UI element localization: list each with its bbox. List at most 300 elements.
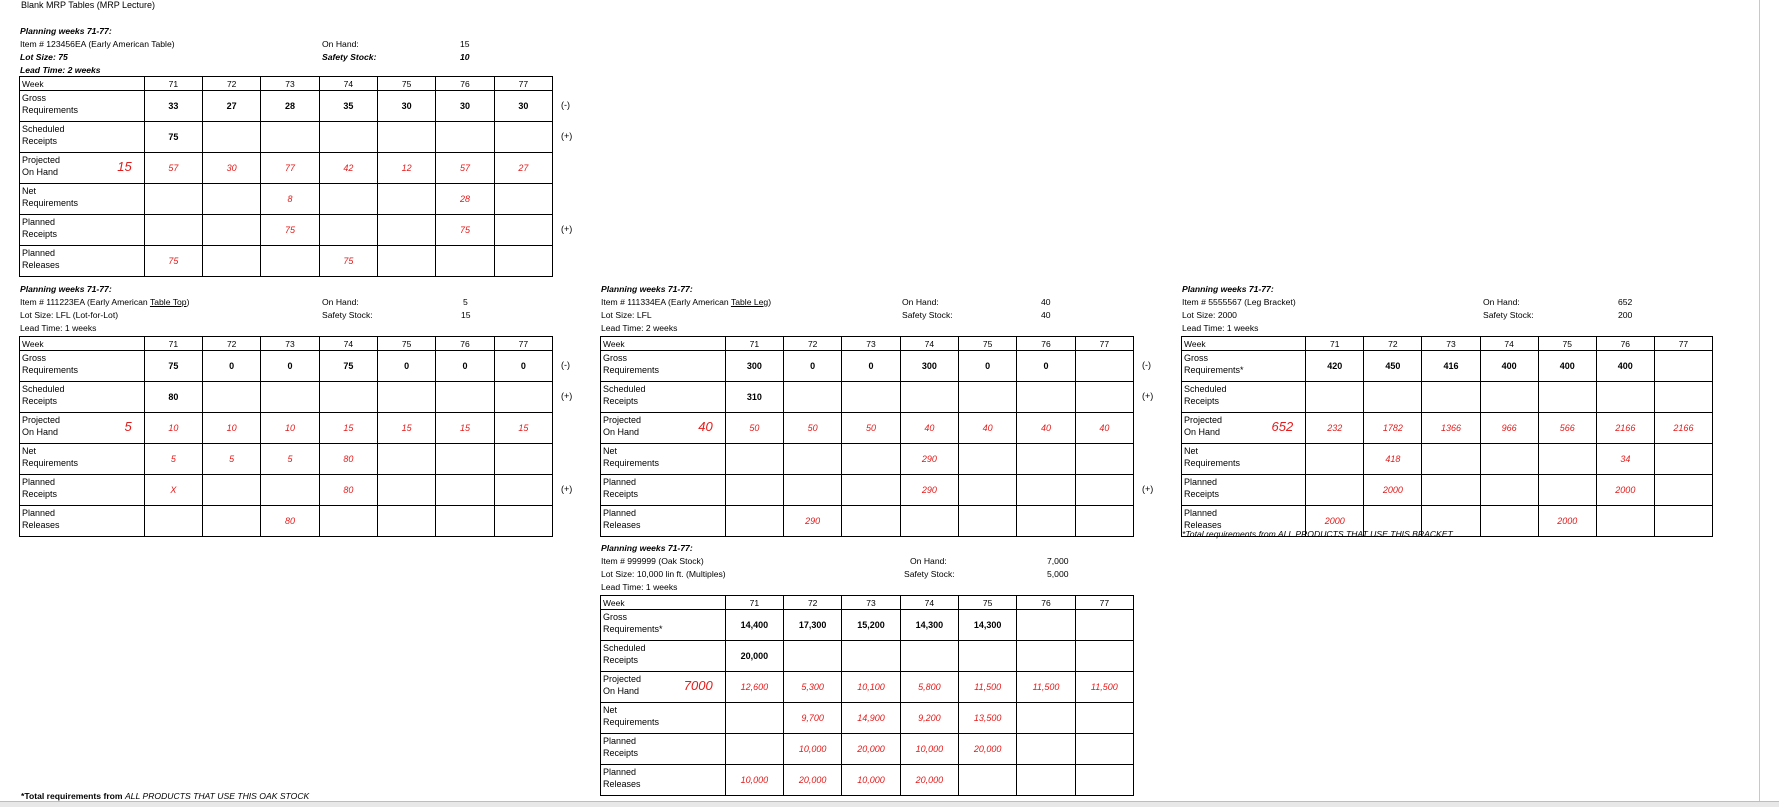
planned-receipts-week-71 (725, 734, 783, 765)
item-number: Item # 5555567 (Leg Bracket) (1182, 297, 1296, 307)
gross-week-77: 30 (494, 91, 552, 122)
planned-releases-row (601, 506, 1134, 537)
week-74: 74 (900, 596, 958, 610)
item-number: Item # 123456EA (Early American Table) (20, 39, 175, 49)
on-hand-value: 652 (1618, 297, 1633, 307)
net-row (601, 444, 1134, 475)
gross-week-75: 30 (378, 91, 436, 122)
net-week-72: 9,700 (784, 703, 842, 734)
gross-week-71: 14,400 (725, 610, 783, 641)
lot-size: Lot Size: LFL (Lot-for-Lot) (20, 310, 119, 320)
planned-receipts-week-72 (203, 475, 261, 506)
planned-receipts-label (601, 734, 726, 765)
gross-week-73: 0 (261, 351, 319, 382)
planned-receipts-week-75 (959, 475, 1017, 506)
scheduled-week-72 (784, 641, 842, 672)
planned-releases-week-73: 10,000 (842, 765, 900, 796)
row-label-line: Planned (1184, 508, 1218, 518)
week-75: 75 (378, 337, 436, 351)
planned-releases-week-77 (494, 246, 552, 277)
planned-receipts-label (1182, 475, 1306, 506)
week-76: 76 (436, 337, 494, 351)
scheduled-week-72 (203, 382, 261, 413)
gross-week-73: 28 (261, 91, 319, 122)
planned-receipts-week-73 (261, 475, 319, 506)
net-week-77 (1075, 444, 1133, 475)
week-72: 72 (784, 337, 842, 351)
mrp-block-early-american-table (20, 24, 573, 277)
planned-receipts-week-73: 75 (261, 215, 319, 246)
planned-receipts-week-74: 80 (319, 475, 377, 506)
gross-week-77 (1075, 351, 1133, 382)
planned-releases-week-71 (725, 506, 783, 537)
week-74: 74 (1480, 337, 1538, 351)
week-77: 77 (1654, 337, 1712, 351)
projected-week-73: 1366 (1422, 413, 1480, 444)
row-label-line: Planned (603, 508, 637, 518)
net-label (1182, 444, 1306, 475)
week-77: 77 (494, 337, 552, 351)
projected-week-71: 50 (725, 413, 783, 444)
net-week-75 (959, 444, 1017, 475)
net-row (1182, 444, 1713, 475)
safety-stock-label: Safety Stock: (902, 310, 953, 320)
lot-size: Lot Size: 10,000 lin ft. (Multiples) (601, 569, 726, 579)
planned-receipts-week-76 (1017, 734, 1075, 765)
scheduled-week-77 (1654, 382, 1712, 413)
gross-week-71: 33 (144, 91, 202, 122)
gross-week-76: 30 (436, 91, 494, 122)
on-hand-value: 15 (460, 39, 470, 49)
item-number: Item # 111334EA (Early American Table Leg) (601, 297, 772, 307)
row-label-line: Projected (603, 674, 642, 684)
scheduled-week-71: 310 (725, 382, 783, 413)
row-label-line: Receipts (22, 136, 58, 146)
net-week-74 (319, 184, 377, 215)
planned-releases-row (601, 765, 1134, 796)
net-week-74: 290 (900, 444, 958, 475)
row-label-line: Gross (603, 353, 628, 363)
row-label-line: Projected (1184, 415, 1223, 425)
net-week-71 (725, 444, 783, 475)
projected-week-73: 10,100 (842, 672, 900, 703)
scheduled-week-75 (1538, 382, 1596, 413)
planned-receipts-week-71 (725, 475, 783, 506)
net-week-76 (1017, 444, 1075, 475)
projected-week-74: 966 (1480, 413, 1538, 444)
planned-receipts-week-75: 20,000 (959, 734, 1017, 765)
scheduled-week-72 (203, 122, 261, 153)
projected-row (601, 672, 1134, 703)
row-label-line: Releases (1184, 520, 1222, 530)
projected-week-72: 50 (784, 413, 842, 444)
planned-receipts-week-75 (1538, 475, 1596, 506)
gross-label (20, 351, 145, 382)
week-71: 71 (1306, 337, 1364, 351)
row-label-line: Requirements* (1184, 365, 1244, 375)
planned-releases-label (601, 506, 726, 537)
planned-receipts-week-76 (436, 475, 494, 506)
net-week-71 (1306, 444, 1364, 475)
safety-stock-value: 200 (1618, 310, 1633, 320)
projected-week-75: 15 (378, 413, 436, 444)
gross-week-77 (1075, 610, 1133, 641)
on-hand-label: On Hand: (902, 297, 939, 307)
projected-week-74: 42 (319, 153, 377, 184)
week-73: 73 (1422, 337, 1480, 351)
row-label-line: Planned (22, 477, 56, 487)
horizontal-scrollbar[interactable] (0, 801, 1779, 807)
projected-label (601, 672, 726, 703)
row-label-line: Receipts (22, 396, 58, 406)
net-week-75 (378, 444, 436, 475)
planned-receipts-week-71 (144, 215, 202, 246)
scheduled-week-76 (1017, 641, 1075, 672)
planned-receipts-row (1182, 475, 1713, 506)
projected-week-76: 11,500 (1017, 672, 1075, 703)
projected-week-77: 15 (494, 413, 552, 444)
row-label-line: Requirements* (603, 624, 663, 634)
row-label-line: Requirements (603, 365, 660, 375)
net-week-75: 13,500 (959, 703, 1017, 734)
gross-week-72: 27 (203, 91, 261, 122)
gross-week-74: 35 (319, 91, 377, 122)
row-label-line: Net (1184, 446, 1199, 456)
lead-time: Lead Time: 1 weeks (20, 323, 97, 333)
gross-label (1182, 351, 1306, 382)
week-74: 74 (900, 337, 958, 351)
planned-releases-week-75 (959, 765, 1017, 796)
on-hand-value: 5 (463, 297, 468, 307)
minus-marker: (-) (561, 360, 570, 370)
projected-week-71: 57 (144, 153, 202, 184)
row-label-line: Projected (22, 415, 61, 425)
net-week-71: 5 (144, 444, 202, 475)
gross-week-71: 300 (725, 351, 783, 382)
row-label-line: Receipts (603, 748, 639, 758)
row-label-line: Requirements (22, 365, 79, 375)
safety-stock-value: 10 (460, 52, 470, 62)
planned-releases-week-76 (1017, 506, 1075, 537)
planned-receipts-week-74: 290 (900, 475, 958, 506)
projected-row (20, 413, 553, 444)
gross-week-73: 416 (1422, 351, 1480, 382)
row-label-line: Receipts (22, 489, 58, 499)
scheduled-week-77 (494, 122, 552, 153)
on-hand-value: 40 (1041, 297, 1051, 307)
week-71: 71 (725, 596, 783, 610)
row-label-line: Net (22, 186, 37, 196)
scheduled-week-76 (436, 122, 494, 153)
initial-on-hand: 7000 (683, 678, 713, 693)
week-74: 74 (319, 337, 377, 351)
planned-receipts-week-76: 75 (436, 215, 494, 246)
scheduled-week-74 (1480, 382, 1538, 413)
lead-time: Lead Time: 2 weeks (601, 323, 678, 333)
safety-stock-label: Safety Stock: (322, 52, 377, 62)
planned-releases-week-71: 10,000 (725, 765, 783, 796)
week-72: 72 (1364, 337, 1422, 351)
planned-releases-week-71: 75 (144, 246, 202, 277)
planned-releases-week-75 (378, 246, 436, 277)
planned-receipts-week-73 (1422, 475, 1480, 506)
plus-marker: (+) (561, 484, 573, 494)
row-label-line: Releases (603, 520, 641, 530)
safety-stock-value: 5,000 (1047, 569, 1069, 579)
mrp-block-oak-stock (601, 541, 1135, 796)
bracket-footnote: *Total requirements from ALL PRODUCTS THAT USE THIS BRACKET (1182, 529, 1453, 539)
week-row (20, 77, 553, 91)
net-label (20, 444, 145, 475)
planned-receipts-week-72: 10,000 (784, 734, 842, 765)
week-74: 74 (319, 77, 377, 91)
gross-week-74: 400 (1480, 351, 1538, 382)
scheduled-week-71: 80 (144, 382, 202, 413)
gross-week-75: 0 (959, 351, 1017, 382)
net-week-76 (436, 444, 494, 475)
scheduled-week-73 (842, 382, 900, 413)
gross-week-76: 0 (436, 351, 494, 382)
planned-releases-week-75 (959, 506, 1017, 537)
planned-releases-week-73 (261, 246, 319, 277)
net-label (20, 184, 145, 215)
net-week-73: 14,900 (842, 703, 900, 734)
minus-marker: (-) (1142, 360, 1151, 370)
week-73: 73 (261, 337, 319, 351)
planned-releases-week-76 (1017, 765, 1075, 796)
row-label-line: Planned (22, 508, 56, 518)
on-hand-label: On Hand: (910, 556, 947, 566)
planned-releases-week-76 (436, 246, 494, 277)
scheduled-week-76 (1017, 382, 1075, 413)
net-week-71 (144, 184, 202, 215)
row-label-line: Releases (603, 779, 641, 789)
planning-weeks: Planning weeks 71-77: (601, 284, 693, 294)
planned-releases-week-75: 2000 (1538, 506, 1596, 537)
planning-weeks: Planning weeks 71-77: (20, 26, 112, 36)
planned-receipts-week-74 (1480, 475, 1538, 506)
planned-receipts-row (20, 475, 553, 506)
row-label-line: Net (603, 446, 618, 456)
row-label-line: On Hand (22, 427, 59, 437)
scheduled-row (20, 382, 553, 413)
projected-week-75: 11,500 (959, 672, 1017, 703)
on-hand-value: 7,000 (1047, 556, 1069, 566)
planned-receipts-week-77 (1075, 475, 1133, 506)
net-row (20, 444, 553, 475)
projected-week-77: 11,500 (1075, 672, 1133, 703)
planned-receipts-week-77 (1075, 734, 1133, 765)
gross-row (1182, 351, 1713, 382)
week-71: 71 (144, 337, 202, 351)
row-label-line: Releases (22, 260, 60, 270)
projected-week-75: 566 (1538, 413, 1596, 444)
net-week-76: 28 (436, 184, 494, 215)
mrp-table (19, 336, 553, 537)
planned-releases-week-72 (203, 246, 261, 277)
net-label (601, 703, 726, 734)
projected-week-74: 15 (319, 413, 377, 444)
gross-week-76: 400 (1596, 351, 1654, 382)
item-number: Item # 999999 (Oak Stock) (601, 556, 704, 566)
gross-row (601, 351, 1134, 382)
initial-on-hand: 15 (117, 159, 132, 174)
lot-size: Lot Size: 2000 (1182, 310, 1237, 320)
row-label-line: Planned (603, 477, 637, 487)
mrp-block-table-top (20, 282, 573, 537)
gross-week-72: 450 (1364, 351, 1422, 382)
scheduled-label (1182, 382, 1306, 413)
planned-receipts-row (20, 215, 553, 246)
planned-releases-week-72: 290 (784, 506, 842, 537)
week-75: 75 (959, 337, 1017, 351)
projected-week-77: 2166 (1654, 413, 1712, 444)
net-week-73: 5 (261, 444, 319, 475)
row-label-line: Gross (22, 93, 47, 103)
row-label-line: On Hand (603, 686, 640, 696)
gross-week-73: 0 (842, 351, 900, 382)
scheduled-week-72 (784, 382, 842, 413)
scheduled-week-75 (959, 641, 1017, 672)
row-label-line: Receipts (603, 489, 639, 499)
scheduled-row (1182, 382, 1713, 413)
row-label-line: Requirements (22, 198, 79, 208)
on-hand-label: On Hand: (322, 297, 359, 307)
scheduled-row (601, 641, 1134, 672)
projected-label (20, 413, 145, 444)
planned-receipts-week-74: 10,000 (900, 734, 958, 765)
net-week-72: 418 (1364, 444, 1422, 475)
gross-week-72: 17,300 (784, 610, 842, 641)
net-row (20, 184, 553, 215)
gross-week-73: 15,200 (842, 610, 900, 641)
gross-row (601, 610, 1134, 641)
row-label-line: Planned (22, 248, 56, 258)
mrp-table (600, 336, 1134, 537)
planned-releases-row (20, 246, 553, 277)
planned-receipts-week-77 (494, 215, 552, 246)
scheduled-week-72 (1364, 382, 1422, 413)
planned-releases-week-77 (494, 506, 552, 537)
planned-releases-week-77 (1654, 506, 1712, 537)
safety-stock-label: Safety Stock: (322, 310, 373, 320)
projected-label (20, 153, 145, 184)
planned-receipts-week-71 (1306, 475, 1364, 506)
row-label-line: Scheduled (1184, 384, 1227, 394)
planned-releases-week-74: 20,000 (900, 765, 958, 796)
net-week-74: 9,200 (900, 703, 958, 734)
week-76: 76 (1596, 337, 1654, 351)
on-hand-label: On Hand: (322, 39, 359, 49)
projected-week-75: 40 (959, 413, 1017, 444)
week-77: 77 (1075, 596, 1133, 610)
net-week-77 (1075, 703, 1133, 734)
row-label-line: On Hand (1184, 427, 1221, 437)
net-week-73 (1422, 444, 1480, 475)
gross-week-72: 0 (784, 351, 842, 382)
projected-week-72: 30 (203, 153, 261, 184)
week-label: Week (20, 337, 145, 351)
scheduled-week-73 (1422, 382, 1480, 413)
gross-week-71: 75 (144, 351, 202, 382)
net-row (601, 703, 1134, 734)
net-week-74 (1480, 444, 1538, 475)
row-label-line: Planned (603, 767, 637, 777)
gross-week-71: 420 (1306, 351, 1364, 382)
scheduled-week-71: 20,000 (725, 641, 783, 672)
net-week-75 (378, 184, 436, 215)
planning-weeks: Planning weeks 71-77: (20, 284, 112, 294)
row-label-line: Scheduled (603, 643, 646, 653)
gross-label (601, 351, 726, 382)
gross-week-72: 0 (203, 351, 261, 382)
week-73: 73 (842, 596, 900, 610)
row-label-line: Gross (603, 612, 628, 622)
scheduled-week-75 (378, 122, 436, 153)
planned-receipts-week-77 (1654, 475, 1712, 506)
gross-week-74: 75 (319, 351, 377, 382)
initial-on-hand: 40 (698, 419, 713, 434)
week-72: 72 (203, 77, 261, 91)
row-label-line: Gross (1184, 353, 1209, 363)
mrp-table (1181, 336, 1713, 537)
net-week-77 (494, 444, 552, 475)
planned-receipts-week-74 (319, 215, 377, 246)
row-label-line: Releases (22, 520, 60, 530)
planned-releases-week-71: 2000 (1306, 506, 1364, 537)
mrp-table (600, 595, 1134, 796)
week-row (20, 337, 553, 351)
lead-time: Lead Time: 2 weeks (20, 65, 101, 75)
row-label-line: Planned (603, 736, 637, 746)
planned-releases-week-72: 20,000 (784, 765, 842, 796)
planned-releases-week-75 (378, 506, 436, 537)
plus-marker: (+) (561, 224, 573, 234)
scheduled-week-74 (319, 122, 377, 153)
gross-week-75: 0 (378, 351, 436, 382)
safety-stock-value: 40 (1041, 310, 1051, 320)
planned-receipts-week-72 (784, 475, 842, 506)
projected-week-76: 40 (1017, 413, 1075, 444)
planned-receipts-label (20, 215, 145, 246)
net-week-77 (1654, 444, 1712, 475)
projected-week-71: 12,600 (725, 672, 783, 703)
projected-row (601, 413, 1134, 444)
scheduled-week-74 (900, 641, 958, 672)
gross-week-77: 0 (494, 351, 552, 382)
net-week-73: 8 (261, 184, 319, 215)
week-76: 76 (1017, 337, 1075, 351)
planned-receipts-week-72 (203, 215, 261, 246)
planned-releases-week-74: 75 (319, 246, 377, 277)
projected-week-76: 57 (436, 153, 494, 184)
minus-marker: (-) (561, 100, 570, 110)
scheduled-week-73 (261, 382, 319, 413)
week-75: 75 (959, 596, 1017, 610)
row-label-line: On Hand (22, 167, 59, 177)
planned-releases-week-74 (1480, 506, 1538, 537)
row-label-line: Receipts (603, 396, 639, 406)
planned-receipts-label (601, 475, 726, 506)
item-number: Item # 111223EA (Early American Table Top) (20, 297, 190, 307)
planned-releases-week-73 (842, 506, 900, 537)
row-label-line: Requirements (603, 717, 660, 727)
row-label-line: Receipts (1184, 396, 1220, 406)
week-72: 72 (784, 596, 842, 610)
row-label-line: Requirements (1184, 458, 1241, 468)
row-label-line: Requirements (603, 458, 660, 468)
projected-week-73: 10 (261, 413, 319, 444)
